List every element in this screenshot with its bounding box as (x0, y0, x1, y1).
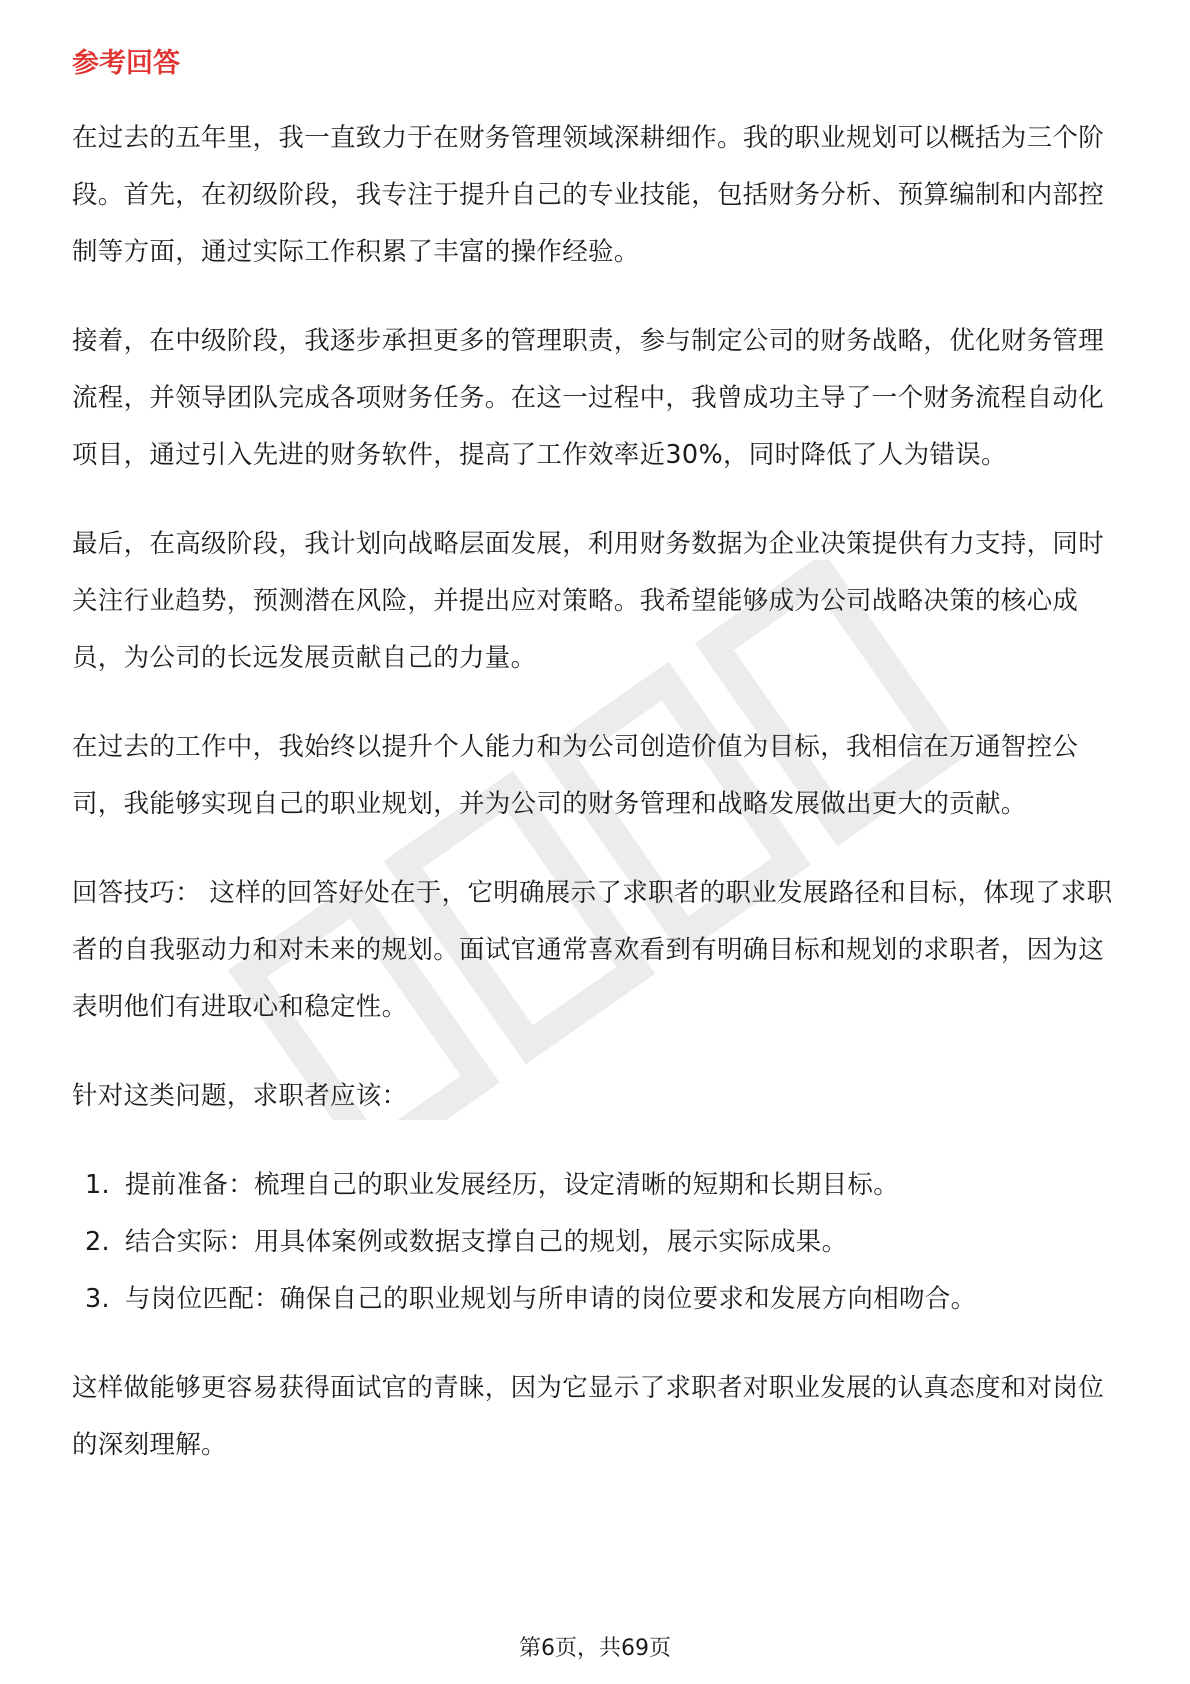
list-text: 结合实际：用具体案例或数据支撑自己的规划，展示实际成果。 (125, 1227, 848, 1257)
section-heading: 参考回答 (72, 48, 180, 79)
tips-paragraph: 回答技巧： 这样的回答好处在于，它明确展示了求职者的职业发展路径和目标，体现了求职者的自我驱动力和对未来的规划。面试官通常喜欢看到有明确目标和规划的求职者，因为这表明他们有进取心和稳定性。 (72, 878, 1113, 1022)
paragraph: 在过去的五年里，我一直致力于在财务管理领域深耕细作。我的职业规划可以概括为三个阶段。首先，在初级阶段，我专注于提升自己的专业技能，包括财务分析、预算编制和内部控制等方面，通过实际工作积累了丰富的操作经验。 (72, 123, 1105, 267)
closing-paragraph: 这样做能够更容易获得面试官的青睐，因为它显示了求职者对职业发展的认真态度和对岗位的深刻理解。 (72, 1373, 1105, 1460)
paragraph: 在过去的工作中，我始终以提升个人能力和为公司创造价值为目标，我相信在万通智控公司，我能够实现自己的职业规划，并为公司的财务管理和战略发展做出更大的贡献。 (72, 732, 1079, 819)
paragraph: 最后，在高级阶段，我计划向战略层面发展，利用财务数据为企业决策提供有力支持，同时关注行业趋势，预测潜在风险，并提出应对策略。我希望能够成为公司战略决策的核心成员，为公司的长远发展贡献自己的力量。 (72, 529, 1105, 673)
paragraph: 接着，在中级阶段，我逐步承担更多的管理职责，参与制定公司的财务战略，优化财务管理流程，并领导团队完成各项财务任务。在这一过程中，我曾成功主导了一个财务流程自动化项目，通过引入先进的财务软件，提高了工作效率近30%，同时降低了人为错误。 (72, 326, 1105, 470)
list-intro: 针对这类问题，求职者应该： (72, 1081, 408, 1111)
list-number: 3. (85, 1284, 110, 1314)
list-text: 提前准备：梳理自己的职业发展经历，设定清晰的短期和长期目标。 (125, 1170, 900, 1200)
list-item (72, 1214, 1122, 1271)
list-item (72, 1271, 1122, 1328)
list-item (72, 1157, 1122, 1214)
page-number: 第6页，共69页 (519, 1636, 671, 1661)
list-number: 1. (85, 1170, 110, 1200)
list-text: 与岗位匹配：确保自己的职业规划与所申请的岗位要求和发展方向相吻合。 (125, 1284, 977, 1314)
document-body (72, 44, 1122, 1506)
advice-list (72, 1157, 1122, 1328)
list-number: 2. (85, 1227, 110, 1257)
